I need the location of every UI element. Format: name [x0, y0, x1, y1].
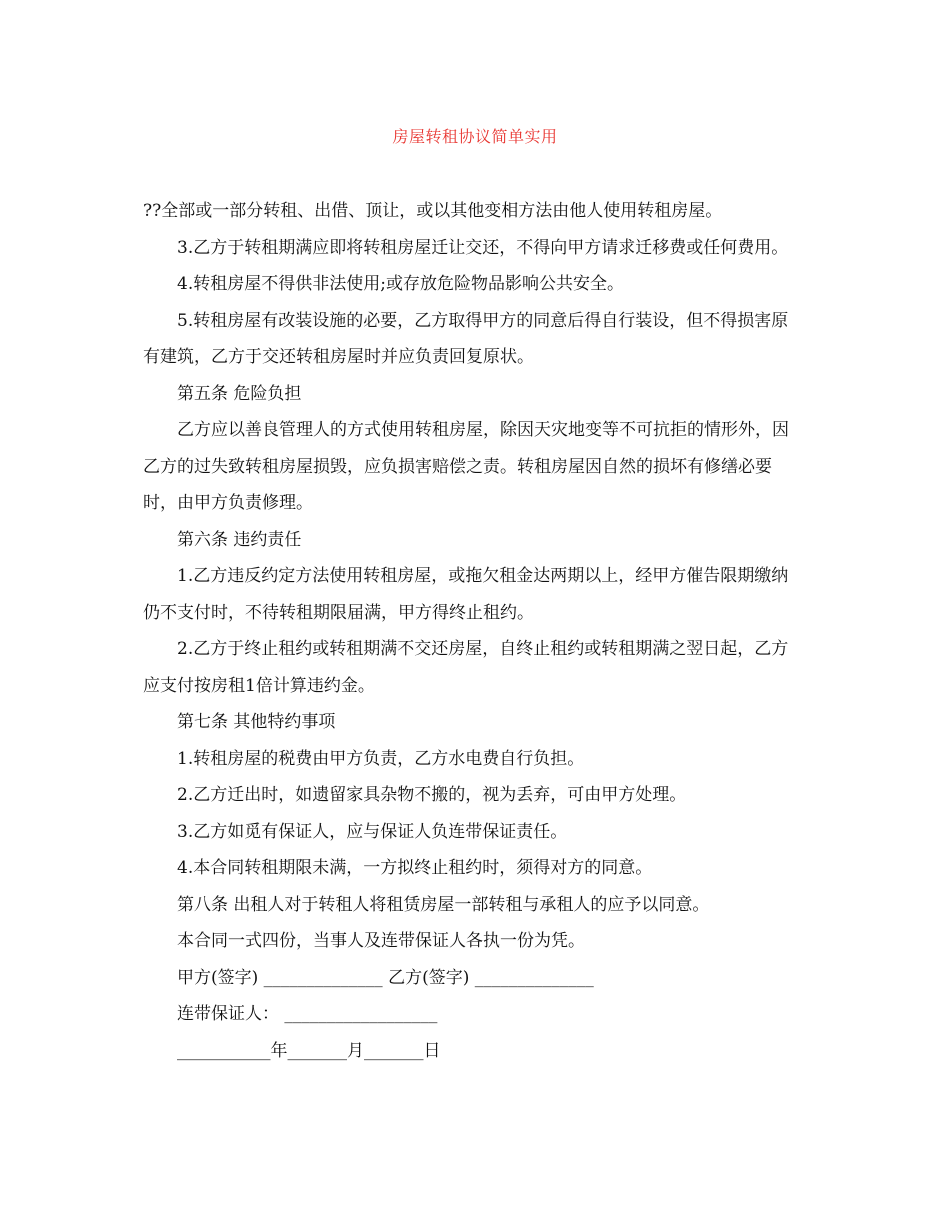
paragraph: 4.本合同转租期限未满，一方拟终止租约时，须得对方的同意。 — [177, 858, 653, 878]
paragraph: 5.转租房屋有改装设施的必要，乙方取得甲方的同意后得自行装设，但不得损害原有建筑，乙方于交还转租房屋时并应负责回复原状。 — [143, 310, 789, 367]
paragraph: 1.转租房屋的税费由甲方负责，乙方水电费自行负担。 — [177, 748, 585, 769]
paragraph: ??全部或一部分转租、出借、顶让，或以其他变相方法由他人使用转租房屋。 — [143, 201, 723, 221]
paragraph: 1.乙方违反约定方法使用转租房屋，或拖欠租金达两期以上，经甲方催告限期缴纳仍不支付时，不待转租期限届满，甲方得终止租约。 — [143, 566, 789, 623]
document-body — [143, 193, 803, 1069]
paragraph: 3.乙方于转租期满应即将转租房屋迁让交还，不得向甲方请求迁移费或任何费用。 — [177, 237, 789, 258]
section-heading: 第七条 其他特约事项 — [177, 712, 336, 732]
paragraph: 2.乙方于终止租约或转租期满不交还房屋，自终止租约或转租期满之翌日起，乙方应支付按房租1倍计算违约金。 — [143, 639, 789, 696]
paragraph: 4.转租房屋不得供非法使用;或存放危险物品影响公共安全。 — [177, 274, 624, 294]
paragraph: 2.乙方迁出时，如遗留家具杂物不搬的，视为丢弃，可由甲方处理。 — [177, 785, 687, 805]
paragraph: 乙方应以善良管理人的方式使用转租房屋，除因天灾地变等不可抗拒的情形外，因乙方的过失致转租房屋损毁，应负损害赔偿之责。转租房屋因自然的损坏有修缮必要时，由甲方负责修理。 — [143, 420, 789, 513]
document-title: 房屋转租协议简单实用 — [392, 127, 558, 146]
section-heading: 第五条 危险负担 — [177, 383, 302, 404]
section-heading: 第六条 违约责任 — [177, 529, 302, 550]
paragraph: 第八条 出租人对于转租人将租赁房屋一部转租与承租人的应予以同意。 — [177, 894, 710, 915]
paragraph: 本合同一式四份，当事人及连带保证人各执一份为凭。 — [177, 931, 585, 951]
signature-line-parties: 甲方(签字) ______________ 乙方(签字) ______________ — [177, 967, 594, 988]
signature-line-date: ___________年_______月_______日 — [177, 1040, 441, 1061]
paragraph: 3.乙方如觅有保证人，应与保证人负连带保证责任。 — [177, 821, 568, 842]
signature-line-guarantor: 连带保证人： __________________ — [177, 1004, 438, 1024]
